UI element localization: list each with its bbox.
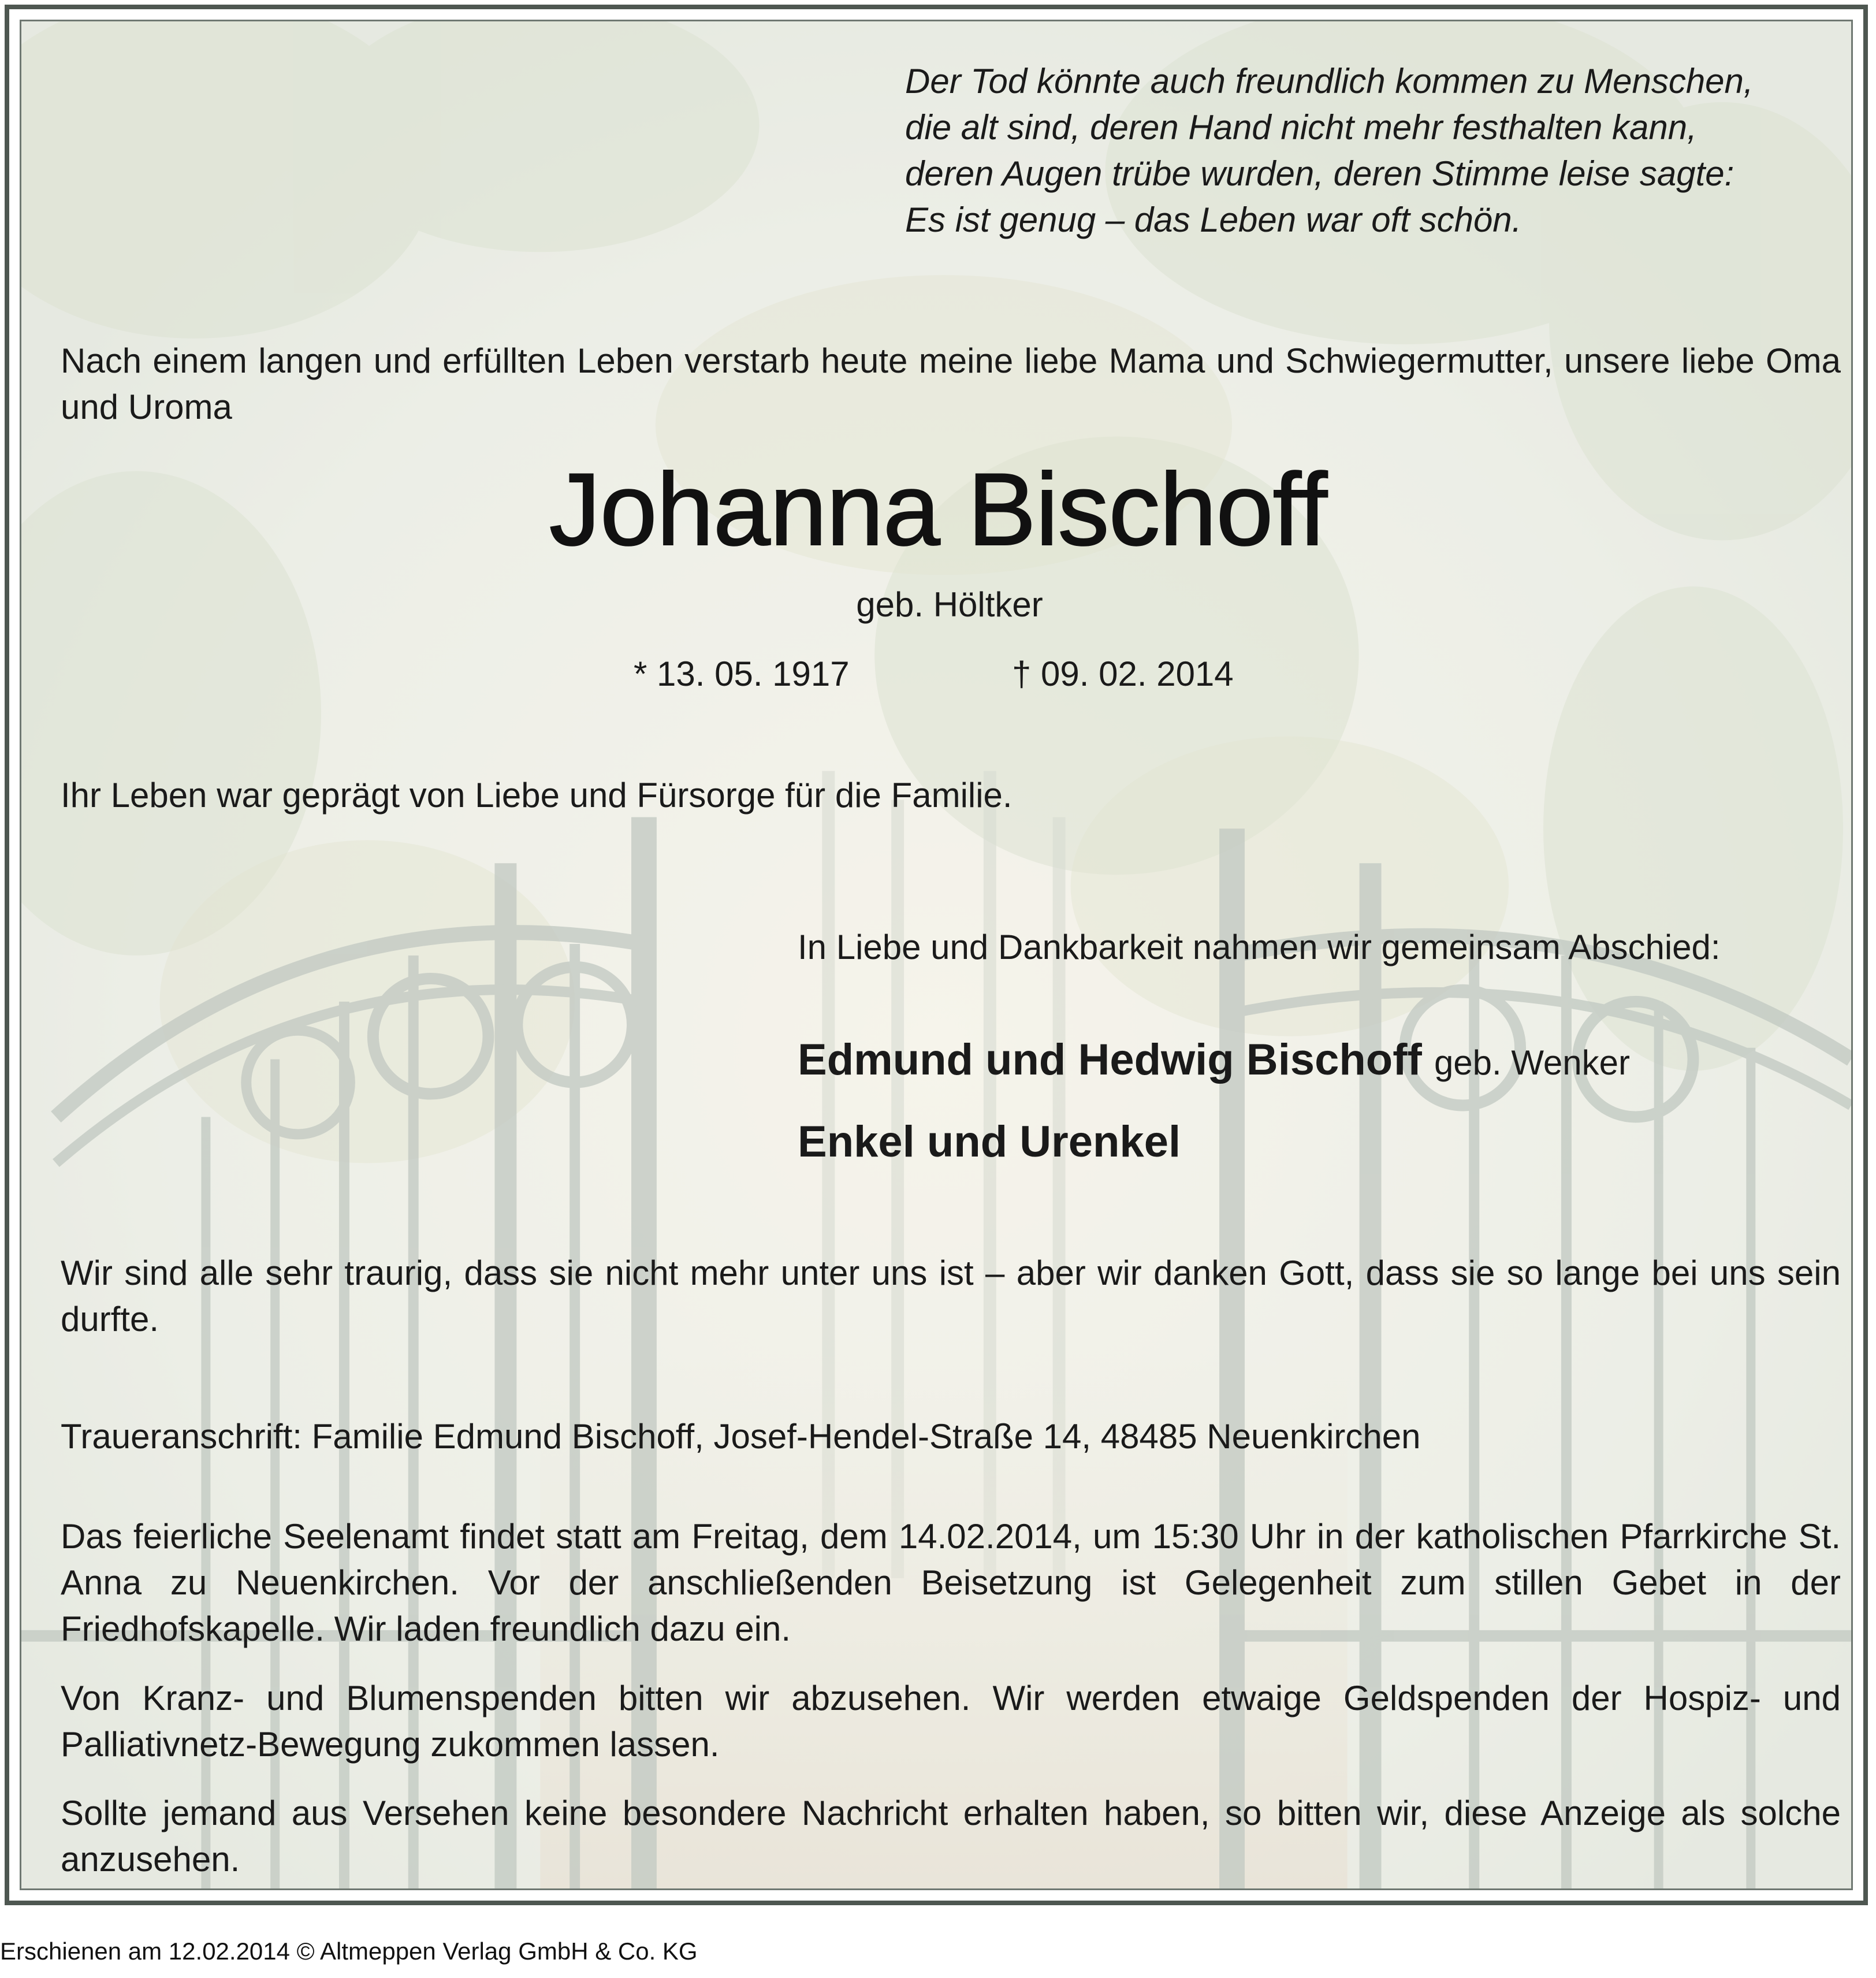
publication-footer: Erschienen am 12.02.2014 © Altmeppen Verlag GmbH & Co. KG [0, 1938, 698, 1965]
deceased-name: Johanna Bischoff [549, 452, 1327, 567]
announcement-frame [5, 5, 1868, 1905]
life-text: Ihr Leben war geprägt von Liebe und Fürsorge für die Familie. [61, 776, 1013, 815]
service-text: Das feierliche Seelenamt findet statt am Freitag, dem 14.02.2014, um 15:30 Uhr in der katholischen Pfarrkirche St. Anna zu Neuenkirchen. Vor der anschließenden Beisetzung ist Gelegenheit zum stillen Gebet in der Friedhofskapelle. Wir laden freundlich dazu ein. [61, 1517, 1841, 1648]
birth-date: * 13. 05. 1917 [634, 655, 850, 693]
mourner-line-2: Enkel und Urenkel [798, 1117, 1181, 1166]
deceased-born-name: geb. Höltker [856, 585, 1043, 624]
farewell-text: In Liebe und Dankbarkeit nahmen wir gemeinsam Abschied: [798, 928, 1721, 966]
notice-text: Sollte jemand aus Versehen keine besondere Nachricht erhalten haben, so bitten wir, diese Anzeige als solche anzusehen. [61, 1794, 1841, 1879]
intro-text: Nach einem langen und erfüllten Leben verstarb heute meine liebe Mama und Schwiegermutter, unsere liebe Oma und Uroma [61, 341, 1841, 426]
announcement-panel [20, 20, 1853, 1890]
quote-text: Der Tod könnte auch freundlich kommen zu Menschen, die alt sind, deren Hand nicht mehr festhalten kann, deren Augen trübe wurden, deren Stimme leise sagte: Es ist genug – das Leben war oft schön. [905, 62, 1754, 239]
donations-text: Von Kranz- und Blumenspenden bitten wir abzusehen. Wir werden etwaige Geldspenden der Hospiz- und Palliativnetz-Bewegung zukommen lassen. [61, 1679, 1841, 1764]
death-date: † 09. 02. 2014 [1012, 655, 1234, 693]
mourner-born-name-1: geb. Wenker [1434, 1043, 1631, 1082]
announcement-content [21, 21, 1851, 1888]
mourner-line-1 [798, 1031, 1630, 1092]
mourner-name-1: Edmund und Hedwig Bischoff [798, 1035, 1422, 1084]
thanks-text: Wir sind alle sehr traurig, dass sie nicht mehr unter uns ist – aber wir danken Gott, dass sie so lange bei uns sein durfte. [61, 1254, 1841, 1339]
address-text: Traueranschrift: Familie Edmund Bischoff, Josef-Hendel-Straße 14, 48485 Neuenkirchen [61, 1417, 1421, 1456]
